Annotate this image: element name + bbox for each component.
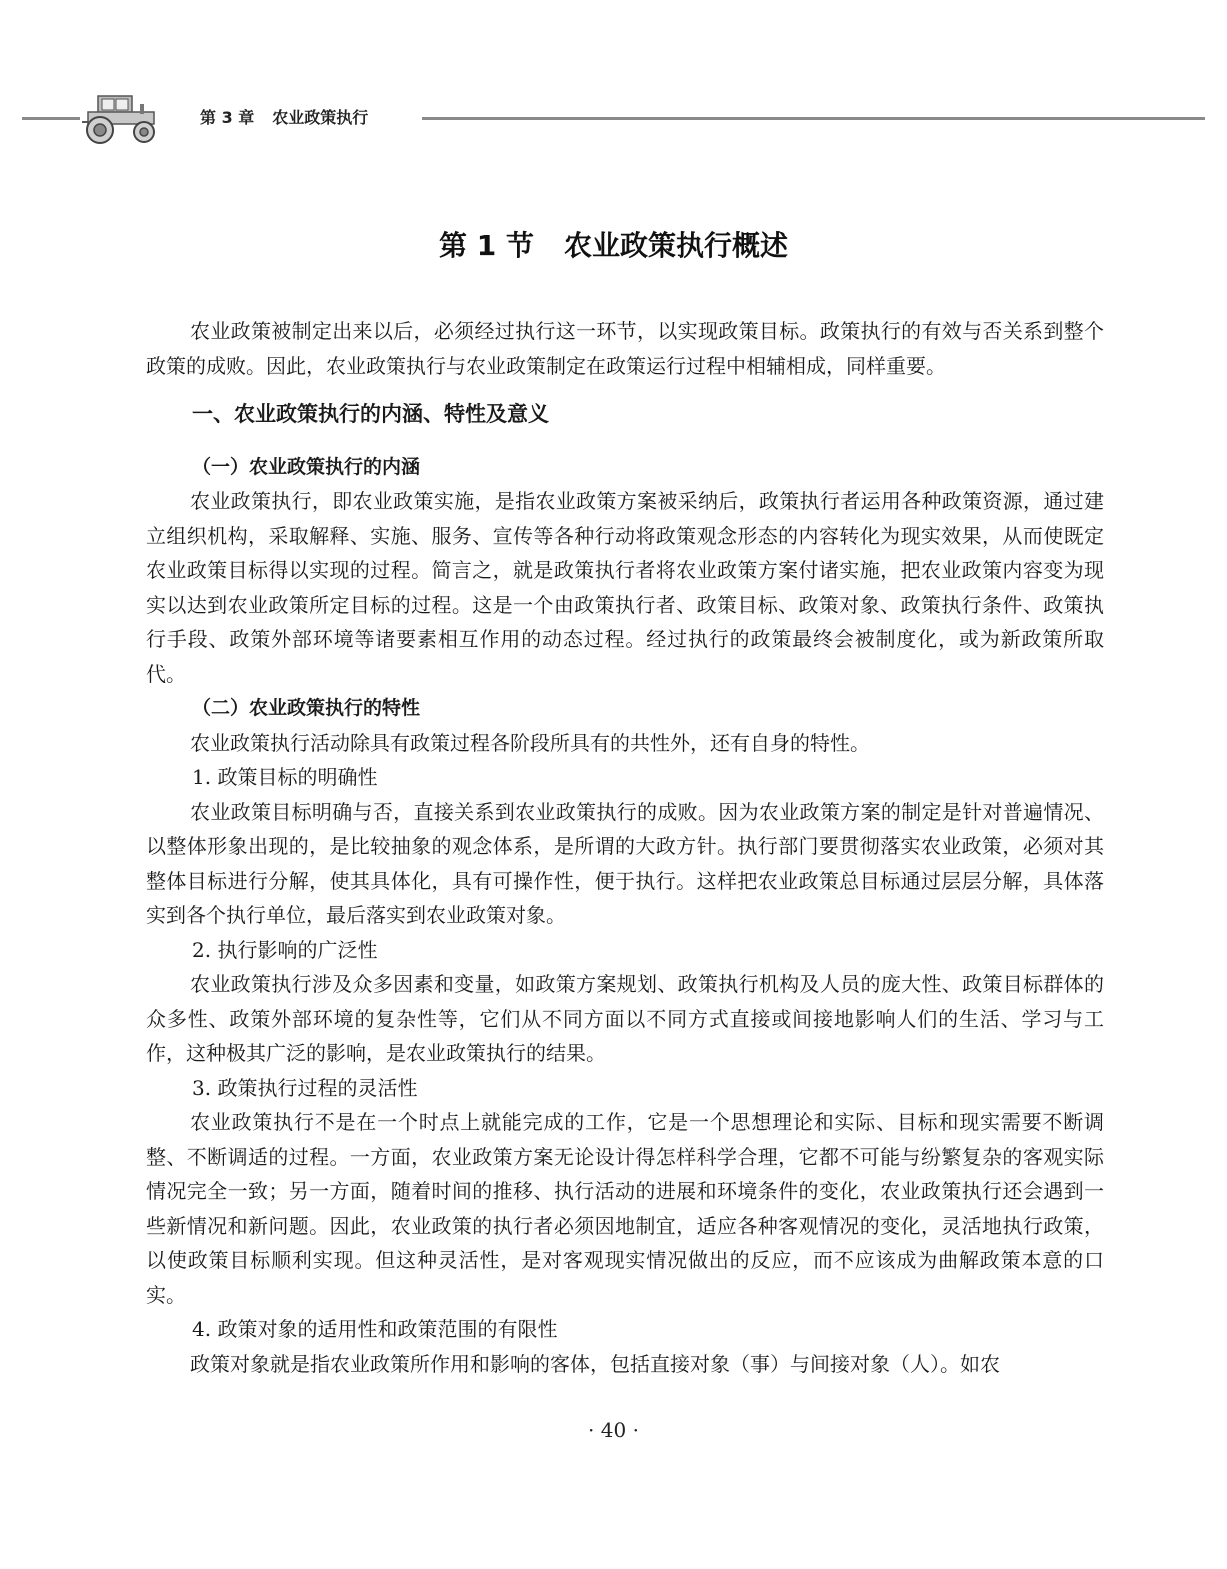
chapter-title: 农业政策执行 (272, 108, 369, 127)
chapter-number: 第 3 章 (200, 108, 255, 127)
item-3-paragraph: 农业政策执行不是在一个时点上就能完成的工作，它是一个思想理论和实际、目标和现实需要不断调整、不断调适的过程。一方面，农业政策方案无论设计得怎样科学合理，它都不可能与纷繁复杂的客观实际情况完全一致；另一方面，随着时间的推移、执行活动的进展和环境条件的变化，农业政策执行还会遇到一些新情况和新问题。因此，农业政策的执行者必须因地制宜，适应各种客观情况的变化，灵活地执行政策，以使政策目标顺利实现。但这种灵活性，是对客观现实情况做出的反应，而不应该成为曲解政策本意的口实。 (146, 1110, 1104, 1307)
section-number: 第 1 节 (439, 229, 534, 262)
item-4-paragraph: 政策对象就是指农业政策所作用和影响的客体，包括直接对象（事）与间接对象（人）。如农 (190, 1351, 1000, 1376)
heading-1: 一、农业政策执行的内涵、特性及意义 (192, 402, 549, 426)
item-2-heading: 2. 执行影响的广泛性 (192, 937, 378, 962)
item-4-heading: 4. 政策对象的适用性和政策范围的有限性 (192, 1317, 558, 1341)
item-1-paragraph: 农业政策目标明确与否，直接关系到农业政策执行的成败。因为农业政策方案的制定是针对普遍情况、以整体形象出现的，是比较抽象的观念体系，是所谓的大政方针。执行部门要贯彻落实农业政策，必须对其整体目标进行分解，使其具体化，具有可操作性，便于执行。这样把农业政策总目标通过层层分解，具体落实到各个执行单位，最后落实到农业政策对象。 (146, 799, 1104, 927)
item-2-paragraph: 农业政策执行涉及众多因素和变量，如政策方案规划、政策执行机构及人员的庞大性、政策目标群体的众多性、政策外部环境的复杂性等，它们从不同方面以不同方式直接或间接地影响人们的生活、学习与工作，这种极其广泛的影响，是农业政策执行的结果。 (146, 972, 1104, 1065)
tractor-icon (78, 92, 166, 144)
item-3-heading: 3. 政策执行过程的灵活性 (192, 1075, 418, 1100)
subheading-2: （二）农业政策执行的特性 (192, 697, 421, 719)
intro-paragraph: 农业政策被制定出来以后，必须经过执行这一环节，以实现政策目标。政策执行的有效与否关系到整个政策的成败。因此，农业政策执行与农业政策制定在政策运行过程中相辅相成，同样重要。 (146, 319, 1104, 378)
section-title (0, 224, 1227, 264)
header-rule-right (422, 117, 1205, 120)
item-1-heading: 1. 政策目标的明确性 (192, 765, 378, 789)
header-rule-left (22, 117, 80, 120)
page-number: · 40 · (588, 1418, 639, 1442)
body-text (146, 314, 1104, 1381)
subheading-1: （一）农业政策执行的内涵 (192, 455, 421, 478)
running-header (200, 105, 368, 133)
paragraph-connotation: 农业政策执行，即农业政策实施，是指农业政策方案被采纳后，政策执行者运用各种政策资源，通过建立组织机构，采取解释、实施、服务、宣传等各种行动将政策观念形态的内容转化为现实效果，从而使既定农业政策目标得以实现的过程。简言之，就是政策执行者将农业政策方案付诸实施，把农业政策内容变为现实以达到农业政策所定目标的过程。这是一个由政策执行者、政策目标、政策对象、政策执行条件、政策执行手段、政策外部环境等诸要素相互作用的动态过程。经过执行的政策最终会被制度化，或为新政策所取代。 (146, 489, 1104, 686)
paragraph-characteristics: 农业政策执行活动除具有政策过程各阶段所具有的共性外，还有自身的特性。 (190, 730, 870, 755)
section-name: 农业政策执行概述 (563, 229, 788, 262)
